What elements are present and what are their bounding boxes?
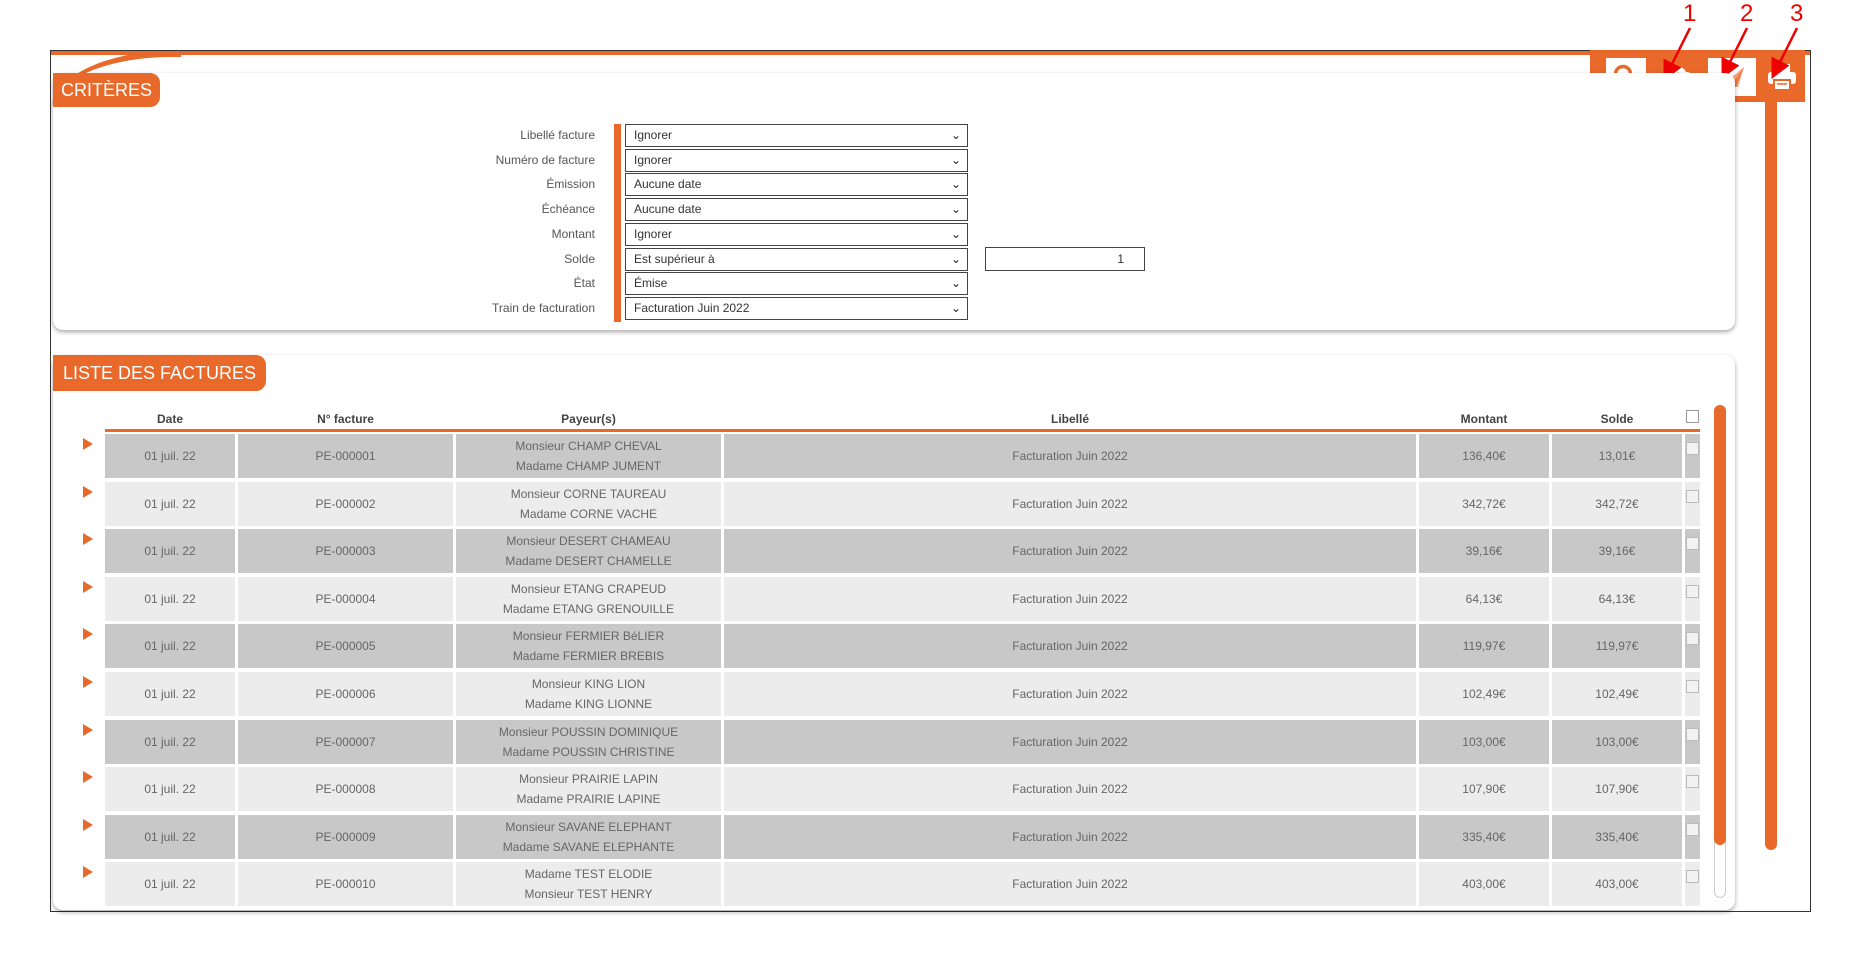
payer-name: Monsieur ETANG CRAPEUD [510,582,667,596]
annotation-1: 1 [1683,0,1697,27]
payer-cell [456,482,721,526]
payer-name: Monsieur SAVANE ELEPHANT [505,820,672,834]
expand-row-arrow-icon[interactable] [83,581,93,593]
table-header-line [105,429,1700,432]
payer-cell [456,434,721,478]
row-checkbox-cell [1685,482,1700,526]
payer-name: Madame CHAMP JUMENT [515,459,662,473]
table-row[interactable] [105,482,1700,526]
row-checkbox-cell [1685,529,1700,573]
criteria-select-value: Est supérieur à [634,252,715,266]
payer-name: Monsieur KING LION [531,677,646,691]
payer-name: Monsieur CHAMP CHEVAL [515,439,662,453]
invoices-title: LISTE DES FACTURES [53,355,266,391]
criteria-select-value: Aucune date [634,177,702,191]
criteria-label: Solde [564,252,595,266]
row-checkbox[interactable] [1686,775,1699,788]
payer-name: Monsieur DESERT CHAMEAU [506,534,671,548]
row-checkbox[interactable] [1686,680,1699,693]
table-row[interactable] [105,529,1700,573]
annotation-2: 2 [1740,0,1754,27]
balance-cell: 103,00€ [1552,720,1682,764]
payer-cell [456,624,721,668]
row-checkbox-cell [1685,624,1700,668]
payer-name: Madame TEST ELODIE [524,867,653,881]
payer-name: Madame KING LIONNE [524,697,653,711]
row-checkbox[interactable] [1686,823,1699,836]
label-cell: Facturation Juin 2022 [724,624,1416,668]
table-row[interactable] [105,767,1700,811]
payer-name: Madame CORNE VACHE [519,507,658,521]
payer-name: Monsieur PRAIRIE LAPIN [519,772,658,786]
date-cell: 01 juil. 22 [105,720,235,764]
number-cell: PE-000009 [238,815,453,859]
criteria-label: État [573,276,595,290]
row-checkbox[interactable] [1686,537,1699,550]
table-row[interactable] [105,624,1700,668]
amount-cell: 342,72€ [1419,482,1549,526]
row-checkbox-cell [1685,720,1700,764]
expand-row-arrow-icon[interactable] [83,866,93,878]
scrollbar-thumb[interactable] [1714,405,1726,845]
balance-cell: 13,01€ [1552,434,1682,478]
label-cell: Facturation Juin 2022 [724,767,1416,811]
date-cell: 01 juil. 22 [105,815,235,859]
criteria-select[interactable] [625,248,968,271]
expand-row-arrow-icon[interactable] [83,819,93,831]
criteria-label: Échéance [541,202,595,216]
criteria-label: Numéro de facture [495,153,595,167]
criteria-label: Émission [546,177,595,191]
amount-cell: 335,40€ [1419,815,1549,859]
criteria-select[interactable] [625,272,968,295]
column-header-payer[interactable]: Payeur(s) [561,412,616,426]
balance-cell: 403,00€ [1552,862,1682,906]
amount-cell: 136,40€ [1419,434,1549,478]
criteria-select[interactable] [625,223,968,246]
criteria-select-value: Aucune date [634,202,702,216]
payer-cell [456,720,721,764]
payer-name: Madame POUSSIN CHRISTINE [502,745,675,759]
chevron-down-icon: ⌄ [950,227,961,241]
column-header-amount[interactable]: Montant [1460,412,1508,426]
table-row[interactable] [105,672,1700,716]
amount-cell: 39,16€ [1419,529,1549,573]
payer-cell [456,767,721,811]
column-header-balance[interactable]: Solde [1600,412,1634,426]
column-header-date[interactable]: Date [156,412,183,426]
payer-name: Monsieur CORNE TAUREAU [510,487,667,501]
label-cell: Facturation Juin 2022 [724,482,1416,526]
label-cell: Facturation Juin 2022 [724,577,1416,621]
payer-cell [456,577,721,621]
chevron-down-icon: ⌄ [950,252,961,266]
row-checkbox[interactable] [1686,870,1699,883]
row-checkbox-cell [1685,672,1700,716]
date-cell: 01 juil. 22 [105,482,235,526]
number-cell: PE-000006 [238,672,453,716]
label-cell: Facturation Juin 2022 [724,672,1416,716]
chevron-down-icon: ⌄ [950,276,961,290]
date-cell: 01 juil. 22 [105,434,235,478]
payer-cell [456,815,721,859]
number-cell: PE-000004 [238,577,453,621]
row-checkbox[interactable] [1686,442,1699,455]
column-header-label[interactable]: Libellé [1050,412,1089,426]
number-cell: PE-000007 [238,720,453,764]
payer-cell [456,529,721,573]
date-cell: 01 juil. 22 [105,862,235,906]
balance-cell: 39,16€ [1552,529,1682,573]
chevron-down-icon: ⌄ [950,177,961,191]
amount-cell: 103,00€ [1419,720,1549,764]
table-row[interactable] [105,815,1700,859]
number-cell: PE-000003 [238,529,453,573]
expand-row-arrow-icon[interactable] [83,533,93,545]
label-cell: Facturation Juin 2022 [724,529,1416,573]
number-cell: PE-000010 [238,862,453,906]
criteria-label: Montant [551,227,595,241]
select-all-cell [1685,410,1700,428]
row-checkbox-cell [1685,577,1700,621]
chevron-down-icon: ⌄ [950,128,961,142]
label-cell: Facturation Juin 2022 [724,720,1416,764]
date-cell: 01 juil. 22 [105,672,235,716]
balance-cell: 64,13€ [1552,577,1682,621]
chevron-down-icon: ⌄ [950,153,961,167]
balance-cell: 335,40€ [1552,815,1682,859]
payer-name: Monsieur POUSSIN DOMINIQUE [498,725,679,739]
number-cell: PE-000002 [238,482,453,526]
row-checkbox[interactable] [1686,585,1699,598]
payer-cell [456,862,721,906]
criteria-select-value: Facturation Juin 2022 [634,301,750,315]
amount-cell: 64,13€ [1419,577,1549,621]
criteria-select-value: Émise [634,276,668,290]
criteria-select[interactable] [625,297,968,320]
expand-row-arrow-icon[interactable] [83,676,93,688]
label-cell: Facturation Juin 2022 [724,434,1416,478]
criteria-label: Libellé facture [520,128,595,142]
chevron-down-icon: ⌄ [950,301,961,315]
criteria-select[interactable] [625,124,968,147]
row-checkbox-cell [1685,767,1700,811]
balance-cell: 107,90€ [1552,767,1682,811]
chevron-down-icon: ⌄ [950,202,961,216]
expand-row-arrow-icon[interactable] [83,486,93,498]
date-cell: 01 juil. 22 [105,624,235,668]
number-cell: PE-000005 [238,624,453,668]
row-checkbox[interactable] [1686,632,1699,645]
balance-cell: 102,49€ [1552,672,1682,716]
amount-cell: 102,49€ [1419,672,1549,716]
payer-name: Madame DESERT CHAMELLE [505,554,672,568]
table-row[interactable] [105,434,1700,478]
criteria-accent-bar [614,124,621,322]
row-checkbox-cell [1685,815,1700,859]
expand-row-arrow-icon[interactable] [83,628,93,640]
table-row[interactable] [105,862,1700,906]
date-cell: 01 juil. 22 [105,577,235,621]
criteria-select[interactable] [625,173,968,196]
solde-amount-input[interactable]: 1 [985,247,1145,271]
criteria-title: CRITÈRES [53,73,160,107]
balance-cell: 119,97€ [1552,624,1682,668]
criteria-select-value: Ignorer [634,153,673,167]
row-checkbox[interactable] [1686,728,1699,741]
payer-cell [456,672,721,716]
row-checkbox-cell [1685,434,1700,478]
criteria-select-value: Ignorer [634,227,673,241]
criteria-label: Train de facturation [492,301,595,315]
criteria-select-value: Ignorer [634,128,673,142]
amount-cell: 107,90€ [1419,767,1549,811]
row-checkbox[interactable] [1686,490,1699,503]
number-cell: PE-000001 [238,434,453,478]
payer-name: Madame FERMIER BREBIS [512,649,665,663]
payer-name: Monsieur TEST HENRY [524,887,653,901]
amount-cell: 403,00€ [1419,862,1549,906]
criteria-select[interactable] [625,198,968,221]
label-cell: Facturation Juin 2022 [724,815,1416,859]
select-all-checkbox[interactable] [1686,410,1699,423]
table-row[interactable] [105,720,1700,764]
expand-row-arrow-icon[interactable] [83,771,93,783]
column-header-number[interactable]: N° facture [317,412,374,426]
expand-row-arrow-icon[interactable] [83,724,93,736]
row-checkbox-cell [1685,862,1700,906]
payer-name: Madame PRAIRIE LAPINE [516,792,661,806]
criteria-select[interactable] [625,149,968,172]
date-cell: 01 juil. 22 [105,767,235,811]
expand-row-arrow-icon[interactable] [83,438,93,450]
annotation-3: 3 [1790,0,1804,27]
label-cell: Facturation Juin 2022 [724,862,1416,906]
balance-cell: 342,72€ [1552,482,1682,526]
payer-name: Monsieur FERMIER BéLIER [512,629,665,643]
payer-name: Madame SAVANE ELEPHANTE [502,840,675,854]
amount-cell: 119,97€ [1419,624,1549,668]
table-row[interactable] [105,577,1700,621]
payer-name: Madame ETANG GRENOUILLE [502,602,675,616]
number-cell: PE-000008 [238,767,453,811]
date-cell: 01 juil. 22 [105,529,235,573]
